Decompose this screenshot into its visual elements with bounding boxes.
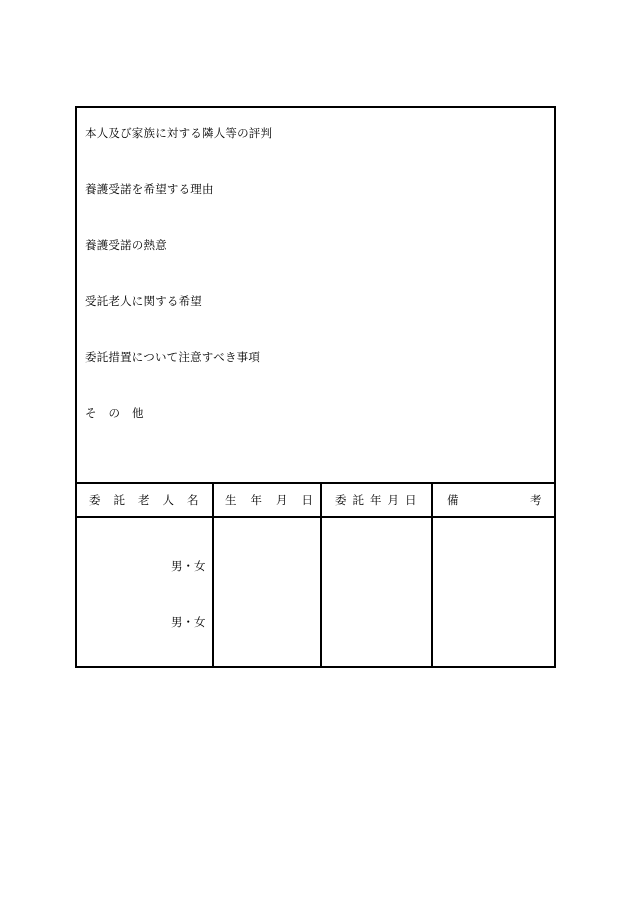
- sex-option-row-1: 男・女: [171, 559, 206, 573]
- elderly-preference-label: 受託老人に関する希望: [85, 294, 202, 308]
- column-divider-1: [212, 482, 214, 668]
- header-remarks-left: 備: [447, 493, 459, 507]
- header-remarks-right: 考: [530, 493, 542, 507]
- header-commission-date: 委託年月日: [335, 493, 423, 507]
- header-birth-date: 生年月日: [225, 493, 327, 507]
- foster-care-form: [75, 106, 556, 668]
- commission-notes-label: 委託措置について注意すべき事項: [85, 350, 261, 364]
- sex-option-row-2: 男・女: [171, 615, 206, 629]
- header-elderly-name: 委託老人名: [89, 493, 212, 507]
- other-label: その他: [85, 406, 156, 420]
- column-divider-3: [431, 482, 433, 668]
- header-row-divider: [77, 516, 554, 518]
- reason-for-application-label: 養護受諾を希望する理由: [85, 182, 214, 196]
- neighbor-reputation-label: 本人及び家族に対する隣人等の評判: [85, 126, 273, 140]
- applicant-details-section: [77, 108, 554, 482]
- enthusiasm-label: 養護受諾の熱意: [85, 238, 167, 252]
